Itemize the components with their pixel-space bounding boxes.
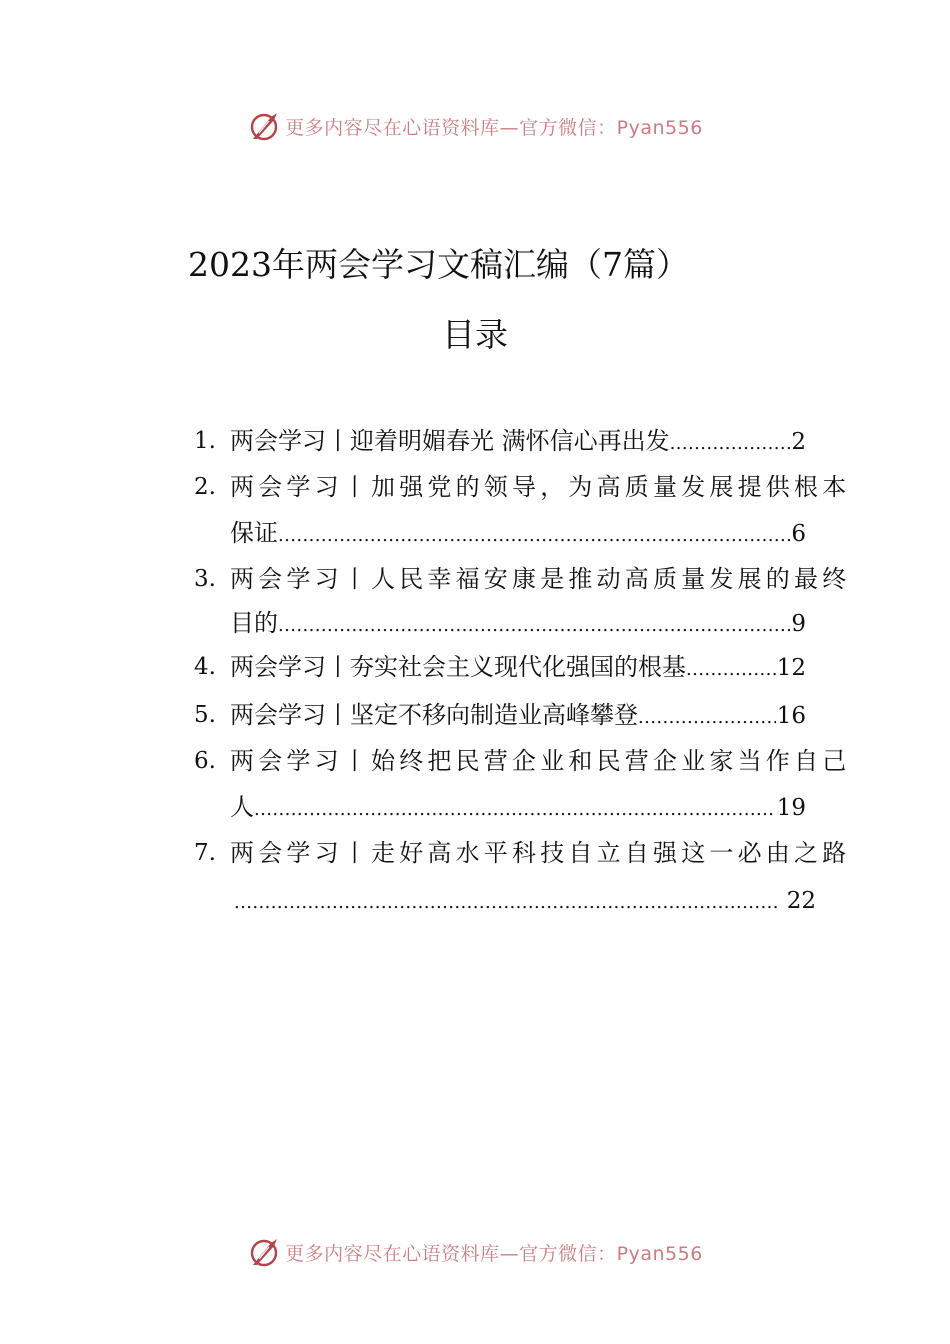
toc-entry-2-page: 6 (791, 521, 806, 547)
footer-banner-text: 更多内容尽在心语资料库—官方微信：Pyan556 (285, 1242, 703, 1265)
dot-leader (686, 653, 776, 687)
header-banner-text: 更多内容尽在心语资料库—官方微信：Pyan556 (285, 116, 703, 139)
footer-banner (0, 1232, 950, 1272)
toc-entry-6-continuation[interactable] (230, 790, 806, 824)
toc-entry-2-continuation[interactable] (230, 516, 806, 550)
dot-leader (278, 609, 790, 643)
document-title: 2023年两会学习文稿汇编（7篇） (188, 245, 689, 284)
toc-entry-5-page: 16 (776, 703, 806, 729)
toc-entry-3[interactable] (230, 562, 851, 596)
toc-entry-4-number: 4. (194, 654, 216, 680)
quill-pen-logo-icon (247, 109, 281, 143)
toc-entry-7-page: 22 (786, 888, 816, 914)
toc-entry-2[interactable] (230, 470, 851, 504)
toc-entry-7-title-line1: 两会学习丨走好高水平科技自立自强这一必由之路 (230, 839, 851, 867)
toc-entry-7-number: 7. (194, 840, 216, 866)
dot-leader (234, 886, 779, 920)
header-banner (0, 106, 950, 146)
toc-entry-2-title-line2: 保证 (230, 519, 278, 547)
toc-entry-6-title-line1: 两会学习丨始终把民营企业和民营企业家当作自己 (230, 747, 851, 775)
toc-entry-1[interactable] (230, 424, 806, 458)
toc-entry-5[interactable] (230, 698, 806, 732)
toc-entry-6-number: 6. (194, 748, 216, 774)
toc-entry-3-number: 3. (194, 566, 216, 592)
toc-entry-3-title-line1: 两会学习丨人民幸福安康是推动高质量发展的最终 (230, 565, 851, 593)
dot-leader (254, 793, 776, 827)
toc-entry-2-number: 2. (194, 474, 216, 500)
toc-entry-3-page: 9 (791, 611, 806, 637)
toc-heading: 目录 (442, 315, 508, 354)
toc-entry-4-page: 12 (776, 655, 806, 681)
toc-entry-1-page: 2 (791, 429, 806, 455)
toc-entry-6[interactable] (230, 744, 851, 778)
toc-entry-1-title: 两会学习丨迎着明媚春光 满怀信心再出发 (230, 427, 670, 455)
toc-entry-6-title-line2: 人 (230, 793, 254, 821)
quill-pen-logo-icon (247, 1235, 281, 1269)
toc-entry-1-number: 1. (194, 428, 216, 454)
toc-entry-5-number: 5. (194, 702, 216, 728)
dot-leader (278, 519, 790, 553)
toc-entry-4[interactable] (230, 650, 806, 684)
toc-entry-7-continuation[interactable] (234, 884, 816, 918)
toc-entry-6-page: 19 (776, 795, 806, 821)
toc-entry-4-title: 两会学习丨夯实社会主义现代化强国的根基 (230, 653, 686, 681)
toc-entry-7[interactable] (230, 836, 851, 870)
dot-leader (638, 701, 776, 735)
toc-entry-3-continuation[interactable] (230, 606, 806, 640)
toc-entry-5-title: 两会学习丨坚定不移向制造业高峰攀登 (230, 701, 638, 729)
toc-entry-2-title-line1: 两会学习丨加强党的领导，为高质量发展提供根本 (230, 473, 851, 501)
dot-leader (670, 427, 791, 461)
toc-entry-3-title-line2: 目的 (230, 609, 278, 637)
